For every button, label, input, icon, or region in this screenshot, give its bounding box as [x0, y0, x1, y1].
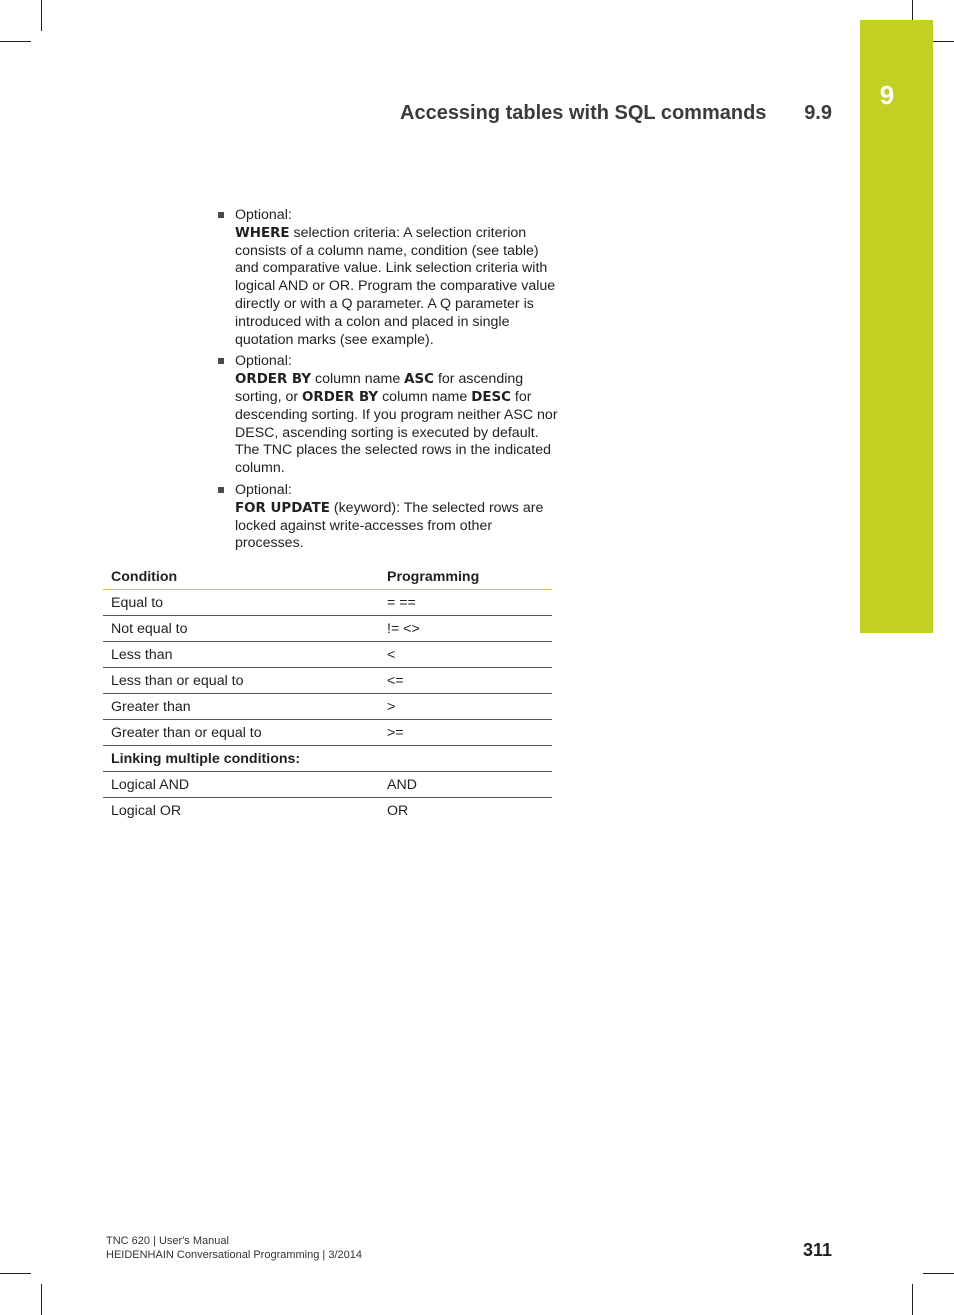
bullet-square-icon — [218, 212, 224, 218]
programming-cell: >= — [379, 720, 552, 746]
crop-mark — [923, 1273, 954, 1274]
programming-cell: = == — [379, 590, 552, 616]
condition-cell: Logical OR — [111, 803, 182, 819]
column-header-programming: Programming — [379, 563, 552, 590]
keyword: ORDER BY — [235, 372, 312, 388]
keyword: ASC — [404, 372, 435, 388]
bullet-list — [217, 207, 562, 557]
bullet-square-icon — [218, 487, 224, 493]
keyword: FOR UPDATE — [235, 500, 330, 516]
programming-cell: > — [379, 694, 552, 720]
text-segment: (keyword): The selected rows are locked against write-accesses from other processes. — [235, 499, 544, 552]
text-segment: for descending sorting. If you program neither ASC nor DESC, ascending sorting is executed by default. The TNC places the selected rows in the indicated column. — [235, 388, 558, 477]
table-row — [103, 772, 552, 798]
programming-cell: AND — [379, 772, 552, 798]
crop-mark — [912, 1284, 913, 1315]
condition-cell: Not equal to — [103, 616, 379, 642]
page-number: 311 — [802, 1240, 832, 1260]
bullet-text — [235, 225, 562, 350]
column-header-condition: Condition — [103, 563, 379, 590]
table-row — [103, 642, 552, 668]
footer-manual-title: TNC 620 | User's Manual — [106, 1235, 229, 1247]
table-row — [103, 616, 552, 642]
bullet-lead: Optional: — [235, 207, 292, 223]
crop-mark — [41, 1284, 42, 1315]
condition-cell: Equal to — [103, 590, 379, 616]
table-row — [103, 668, 552, 694]
text-segment: for ascending sorting, or — [235, 371, 524, 405]
keyword: DESC — [471, 389, 511, 405]
crop-mark — [0, 41, 31, 42]
header-title: Accessing tables with SQL commands — [400, 102, 767, 124]
keyword: ORDER BY — [302, 389, 379, 405]
condition-cell: Less than — [103, 642, 379, 668]
programming-cell: OR — [387, 803, 409, 819]
condition-cell: Greater than — [103, 694, 379, 720]
footer — [106, 1234, 362, 1262]
programming-cell: <= — [379, 668, 552, 694]
condition-cell: Greater than or equal to — [103, 720, 379, 746]
bullet-text — [235, 371, 562, 478]
table-group-row — [103, 746, 552, 772]
table-header-row — [103, 563, 552, 590]
section-number: 9.9 — [804, 102, 832, 124]
table-row — [103, 798, 552, 824]
chapter-tab — [860, 20, 933, 633]
list-item — [217, 207, 562, 349]
bullet-text — [235, 500, 562, 553]
table-row — [103, 694, 552, 720]
list-item — [217, 353, 562, 478]
text-segment: selection criteria: A selection criterion consists of a column name, condition (see table) and comparative value. Link selection criteria with logical AND or OR. Program the comparative value directly or with a Q parameter. A Q parameter is introduced with a colon and placed in single quotation marks (see example). — [235, 224, 556, 348]
condition-cell: Linking multiple conditions: — [103, 746, 379, 772]
table-row — [103, 590, 552, 616]
footer-subtitle: HEIDENHAIN Conversational Programming | 3/2014 — [106, 1249, 362, 1261]
programming-cell: != <> — [379, 616, 552, 642]
table-row — [103, 720, 552, 746]
crop-mark — [41, 0, 42, 31]
text-segment: column name — [378, 388, 472, 405]
crop-mark — [0, 1273, 31, 1274]
programming-cell — [379, 746, 552, 772]
conditions-table — [103, 563, 552, 823]
bullet-square-icon — [218, 358, 224, 364]
text-segment: column name — [311, 371, 405, 388]
chapter-number: 9 — [879, 80, 895, 110]
keyword: WHERE — [235, 225, 290, 241]
list-item — [217, 482, 562, 553]
page-header — [400, 102, 832, 125]
bullet-lead: Optional: — [235, 353, 292, 370]
condition-cell: Logical AND — [103, 772, 379, 798]
condition-cell: Less than or equal to — [103, 668, 379, 694]
bullet-lead: Optional: — [235, 481, 292, 498]
programming-cell: < — [379, 642, 552, 668]
